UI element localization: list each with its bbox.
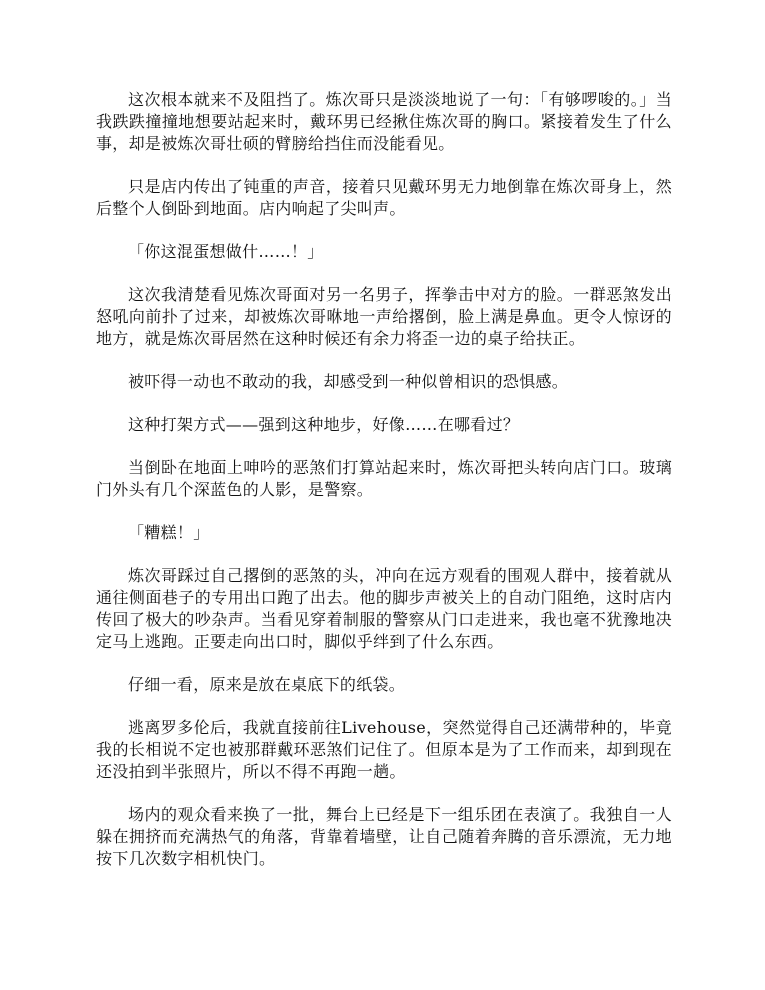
paragraph-5: 被吓得一动也不敢动的我，却感受到一种似曾相识的恐惧感。 [128, 372, 569, 391]
paragraph-10: 仔细一看，原来是放在桌底下的纸袋。 [128, 675, 406, 694]
paragraph-2: 只是店内传出了钝重的声音，接着只见戴环男无力地倒靠在炼次哥身上，然后整个人倒卧到地面。店内响起了尖叫声。 [96, 177, 672, 218]
paragraph-8: 「糟糕！」 [128, 523, 210, 542]
paragraph-12: 场内的观众看来换了一批，舞台上已经是下一组乐团在表演了。我独自一人躲在拥挤而充满热气的角落，背靠着墙壁，让自己随着奔腾的音乐漂流，无力地按下几次数字相机快门。 [96, 805, 672, 868]
paragraph-11: 逃离罗多伦后，我就直接前往Livehouse，突然觉得自己还满带种的，毕竟我的长相说不定也被那群戴环恶煞们记住了。但原本是为了工作而来，却到现在还没拍到半张照片，所以不得不再跑一趟。 [96, 718, 672, 781]
paragraph-6: 这种打架方式——强到这种地步，好像……在哪看过？ [128, 415, 520, 434]
paragraph-7: 当倒卧在地面上呻吟的恶煞们打算站起来时，炼次哥把头转向店门口。玻璃门外头有几个深蓝色的人影，是警察。 [96, 458, 672, 499]
paragraph-9: 炼次哥踩过自己撂倒的恶煞的头，冲向在远方观看的围观人群中，接着就从通往侧面巷子的专用出口跑了出去。他的脚步声被关上的自动门阻绝，这时店内传回了极大的吵杂声。当看见穿着制服的警察从门口走进来，我也毫不犹豫地决定马上逃跑。正要走向出口时，脚似乎绊到了什么东西。 [96, 566, 672, 651]
document-body [96, 89, 672, 870]
paragraph-3: 「你这混蛋想做什……！」 [128, 242, 324, 261]
paragraph-4: 这次我清楚看见炼次哥面对另一名男子，挥拳击中对方的脸。一群恶煞发出怒吼向前扑了过来，却被炼次哥咻地一声给撂倒，脸上满是鼻血。更令人惊讶的地方，就是炼次哥居然在这种时候还有余力将歪一边的桌子给扶正。 [96, 285, 672, 348]
paragraph-1: 这次根本就来不及阻挡了。炼次哥只是淡淡地说了一句：「有够啰唆的。」当我跌跌撞撞地想要站起来时，戴环男已经揪住炼次哥的胸口。紧接着发生了什么事，却是被炼次哥壮硕的臂膀给挡住而没能看见。 [96, 90, 672, 153]
